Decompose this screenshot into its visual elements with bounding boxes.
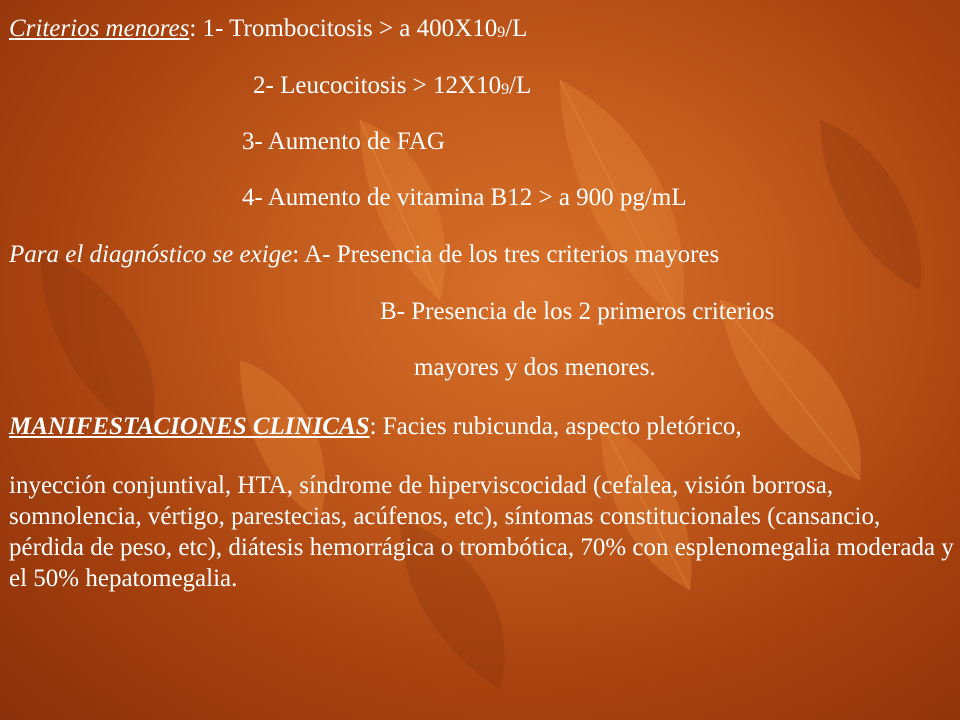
diagnosis-line-1 [9,240,719,270]
diagnosis-option-b-line-1: B- Presencia de los 2 primeros criterios [380,298,775,325]
manifestations-body: inyección conjuntival, HTA, síndrome de hiperviscocidad (cefalea, visión borrosa, somnolencia, vértigo, parestecias, acúfenos, etc), síntomas constitucionales (cansancio, pérdida de peso, etc), diátesis hemorrágica o trombótica, 70% con esplenomegalia moderada y el 50% hepatomegalia. [9,472,954,592]
manifestations-heading: MANIFESTACIONES CLINICAS [9,413,370,440]
manifestations-first-line: Facies rubicunda, aspecto pletórico, [376,413,742,440]
diagnosis-option-a: A- Presencia de los tres criterios mayores [299,241,720,268]
minor-criteria-item-3: 3- Aumento de FAG [242,128,445,155]
manifestations-separator: : [369,413,377,440]
minor-criteria-item-1-text: 1- Trombocitosis > a 400X10 [196,15,498,42]
minor-criteria-heading: Criterios menores [9,15,190,42]
minor-criteria-item-2-text: 2- Leucocitosis > 12X10 [253,72,502,99]
minor-criteria-line-1 [9,14,527,47]
minor-criteria-separator: : [189,15,197,42]
manifestations-line-1 [9,412,742,442]
minor-criteria-item-2-unit: /L [509,72,532,99]
minor-criteria-item-4: 4- Aumento de vitamina B12 > a 900 pg/mL [242,184,687,211]
minor-criteria-item-2-exponent: 9 [501,81,510,98]
minor-criteria-item-1-unit: /L [505,15,528,42]
minor-criteria-line-2 [253,71,531,104]
diagnosis-option-b-line-2: mayores y dos menores. [414,354,656,381]
minor-criteria-item-1-exponent: 9 [497,24,506,41]
diagnosis-heading: Para el diagnóstico se exige [9,241,293,268]
diagnosis-separator: : [292,241,300,268]
